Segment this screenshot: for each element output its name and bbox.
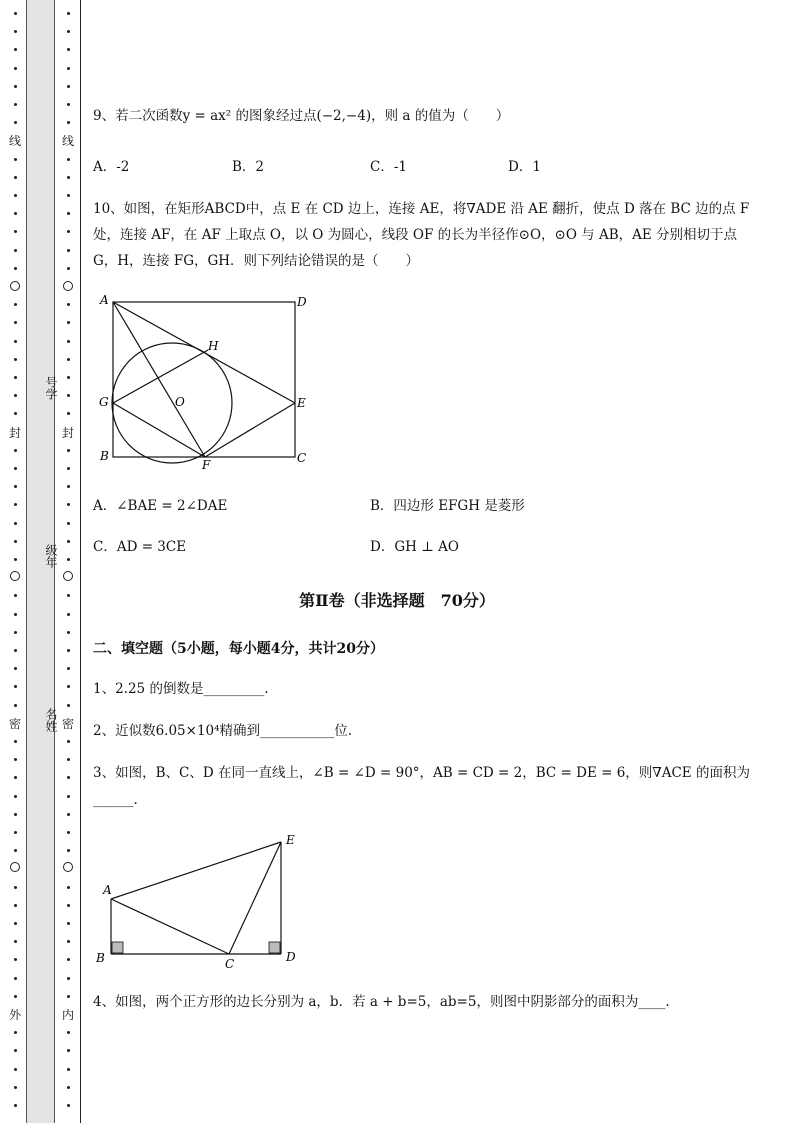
- fill-q3-line1: 3、如图，B、C、D 在同一直线上，∠B = ∠D = 90°，AB = CD = 2，BC = DE = 6，则∇ACE 的面积为: [93, 765, 750, 781]
- q10-label-D: D: [297, 295, 307, 309]
- margin-divider: [80, 0, 81, 1123]
- margin-dot: [67, 67, 70, 70]
- margin-dot: [14, 85, 17, 88]
- inner-margin-char: 封: [62, 426, 75, 440]
- margin-dot: [14, 522, 17, 525]
- margin-dot: [14, 904, 17, 907]
- margin-dot: [14, 485, 17, 488]
- q3-label-E: E: [286, 833, 295, 847]
- margin-dot: [14, 230, 17, 233]
- margin-dot: [14, 1104, 17, 1107]
- margin-dot: [67, 685, 70, 688]
- margin-dot: [67, 940, 70, 943]
- inner-margin-char: 内: [62, 1008, 75, 1022]
- margin-circle: [63, 862, 73, 872]
- fill-q4: 4、如图，两个正方形的边长分别为 a，b．若 a + b=5，ab=5，则图中阴影部分的面积为____.: [93, 994, 670, 1010]
- margin-dot: [14, 958, 17, 961]
- margin-circle: [10, 281, 20, 291]
- margin-dot: [67, 667, 70, 670]
- q10-option-b: B．四边形 EFGH 是菱形: [370, 498, 525, 514]
- inner-margin-char: 密: [62, 717, 75, 731]
- margin-dot: [67, 540, 70, 543]
- fill-q3-line2: ______.: [93, 792, 138, 808]
- margin-dot: [67, 12, 70, 15]
- margin-dot: [67, 631, 70, 634]
- margin-circle: [63, 281, 73, 291]
- margin-dot: [14, 1049, 17, 1052]
- margin-dot: [67, 613, 70, 616]
- q3-label-A: A: [103, 883, 112, 897]
- margin-dot: [67, 1049, 70, 1052]
- margin-dot: [14, 1086, 17, 1089]
- q10-label-B: B: [100, 449, 109, 463]
- margin-dot: [14, 977, 17, 980]
- margin-dot: [14, 194, 17, 197]
- margin-dot: [14, 267, 17, 270]
- margin-dot: [14, 886, 17, 889]
- margin-dot: [67, 704, 70, 707]
- margin-dot: [67, 212, 70, 215]
- margin-dot: [67, 1031, 70, 1034]
- margin-dot: [14, 631, 17, 634]
- q10-option-c: C．AD = 3CE: [93, 539, 187, 555]
- fill-q1: 1、2.25 的倒数是_________.: [93, 681, 269, 697]
- q9-option-b: B．2: [232, 159, 265, 175]
- q10-option-d: D．GH ⊥ AO: [370, 539, 459, 555]
- margin-dot: [14, 158, 17, 161]
- margin-dot: [67, 849, 70, 852]
- margin-dot: [14, 813, 17, 816]
- margin-dot: [67, 831, 70, 834]
- margin-dot: [14, 212, 17, 215]
- q3-label-B: B: [96, 951, 105, 965]
- margin-dot: [14, 176, 17, 179]
- margin-dot: [67, 48, 70, 51]
- student-number-label: 号学: [44, 376, 58, 400]
- margin-dot: [67, 358, 70, 361]
- margin-dot: [67, 758, 70, 761]
- q9-option-a: A．-2: [93, 159, 130, 175]
- margin-dot: [67, 740, 70, 743]
- margin-dot: [14, 303, 17, 306]
- q3-label-D: D: [286, 950, 296, 964]
- name-label: 名姓: [44, 708, 58, 732]
- margin-dot: [14, 795, 17, 798]
- margin-dot: [14, 613, 17, 616]
- outer-margin-char: 外: [9, 1008, 22, 1022]
- q3-line-CE: [229, 842, 281, 954]
- fill-in-section-heading: 二、填空题（5小题，每小题4分，共计20分）: [93, 641, 384, 657]
- margin-dot: [14, 849, 17, 852]
- outer-margin-char: 线: [9, 134, 22, 148]
- q10-line-GH: [113, 350, 208, 403]
- fill-q2: 2、近似数6.05×10⁴精确到___________位.: [93, 723, 353, 739]
- q3-line-AC: [111, 899, 229, 954]
- margin-dot: [67, 467, 70, 470]
- margin-dot: [67, 886, 70, 889]
- margin-dot: [14, 995, 17, 998]
- margin-dot: [14, 103, 17, 106]
- margin-dot: [67, 267, 70, 270]
- q3-right-angle-B: [112, 942, 123, 953]
- margin-dot: [14, 740, 17, 743]
- q10-line-FE: [205, 403, 295, 457]
- q10-stem-line1: 10、如图，在矩形ABCD中，点 E 在 CD 边上，连接 AE，将∇ADE 沿 AE 翻折，使点 D 落在 BC 边的点 F: [93, 201, 750, 217]
- q10-figure: [90, 290, 320, 475]
- q9-option-d: D．1: [508, 159, 541, 175]
- outer-binding-margin: [9, 0, 23, 1123]
- margin-dot: [14, 467, 17, 470]
- q10-label-C: C: [297, 451, 307, 465]
- margin-dot: [67, 449, 70, 452]
- margin-dot: [14, 394, 17, 397]
- margin-dot: [67, 558, 70, 561]
- margin-dot: [14, 121, 17, 124]
- margin-dot: [67, 922, 70, 925]
- margin-dot: [14, 649, 17, 652]
- margin-dot: [67, 958, 70, 961]
- margin-dot: [67, 176, 70, 179]
- inner-binding-margin: [62, 0, 76, 1123]
- margin-dot: [67, 485, 70, 488]
- margin-dot: [14, 685, 17, 688]
- q10-option-a: A．∠BAE = 2∠DAE: [93, 498, 228, 514]
- q3-right-angle-D: [269, 942, 280, 953]
- margin-dot: [67, 376, 70, 379]
- q10-label-H: H: [208, 339, 219, 353]
- margin-dot: [14, 558, 17, 561]
- margin-dot: [67, 904, 70, 907]
- q10-stem-line3: G，H，连接 FG，GH．则下列结论错误的是（ ）: [93, 253, 420, 269]
- margin-dot: [67, 230, 70, 233]
- q3-line-AE: [111, 842, 281, 899]
- section-title: 第Ⅱ卷（非选择题 70分）: [299, 591, 495, 610]
- margin-dot: [14, 67, 17, 70]
- margin-dot: [14, 449, 17, 452]
- margin-dot: [67, 1086, 70, 1089]
- margin-dot: [14, 776, 17, 779]
- margin-dot: [14, 940, 17, 943]
- margin-dot: [67, 103, 70, 106]
- q10-stem-line2: 处，连接 AF，在 AF 上取点 O，以 O 为圆心，线段 OF 的长为半径作⊙O，⊙O 与 AB，AE 分别相切于点: [93, 227, 738, 243]
- q3-figure: [90, 828, 310, 973]
- q9-option-c: C．-1: [370, 159, 407, 175]
- margin-dot: [14, 321, 17, 324]
- margin-dot: [67, 412, 70, 415]
- margin-dot: [14, 1031, 17, 1034]
- margin-dot: [14, 249, 17, 252]
- margin-dot: [14, 412, 17, 415]
- margin-dot: [14, 540, 17, 543]
- q10-label-O: O: [175, 395, 185, 409]
- margin-dot: [67, 158, 70, 161]
- margin-circle: [10, 862, 20, 872]
- margin-dot: [67, 121, 70, 124]
- student-info-bar: [26, 0, 58, 1123]
- class-label: 级年: [44, 544, 58, 568]
- q9-stem: 9、若二次函数y = ax² 的图象经过点(−2,−4)，则 a 的值为（ ）: [93, 108, 510, 124]
- margin-dot: [67, 813, 70, 816]
- q10-label-G: G: [99, 395, 109, 409]
- margin-dot: [67, 977, 70, 980]
- margin-dot: [14, 922, 17, 925]
- margin-dot: [14, 12, 17, 15]
- q10-circle: [112, 343, 232, 463]
- margin-dot: [67, 649, 70, 652]
- margin-dot: [67, 340, 70, 343]
- margin-dot: [14, 704, 17, 707]
- margin-dot: [14, 667, 17, 670]
- margin-circle: [10, 571, 20, 581]
- margin-dot: [14, 340, 17, 343]
- q10-label-F: F: [202, 458, 211, 472]
- q10-rectangle: [113, 302, 295, 457]
- margin-dot: [67, 776, 70, 779]
- margin-dot: [67, 249, 70, 252]
- margin-dot: [67, 194, 70, 197]
- q10-line-GF: [113, 403, 205, 457]
- margin-dot: [67, 1104, 70, 1107]
- margin-dot: [14, 1068, 17, 1071]
- margin-dot: [67, 321, 70, 324]
- q10-label-A: A: [100, 293, 109, 307]
- margin-dot: [67, 303, 70, 306]
- margin-dot: [67, 30, 70, 33]
- inner-margin-char: 线: [62, 134, 75, 148]
- q10-line-AF: [113, 302, 205, 457]
- margin-dot: [14, 376, 17, 379]
- margin-dot: [67, 503, 70, 506]
- margin-dot: [67, 85, 70, 88]
- margin-circle: [63, 571, 73, 581]
- q10-label-E: E: [297, 396, 306, 410]
- outer-margin-char: 密: [9, 717, 22, 731]
- margin-dot: [14, 758, 17, 761]
- margin-dot: [14, 358, 17, 361]
- q3-label-C: C: [225, 957, 235, 971]
- margin-dot: [14, 503, 17, 506]
- outer-margin-char: 封: [9, 426, 22, 440]
- margin-dot: [14, 48, 17, 51]
- margin-dot: [14, 30, 17, 33]
- margin-dot: [14, 831, 17, 834]
- margin-dot: [67, 995, 70, 998]
- margin-dot: [67, 795, 70, 798]
- margin-dot: [67, 394, 70, 397]
- margin-dot: [67, 522, 70, 525]
- margin-dot: [67, 1068, 70, 1071]
